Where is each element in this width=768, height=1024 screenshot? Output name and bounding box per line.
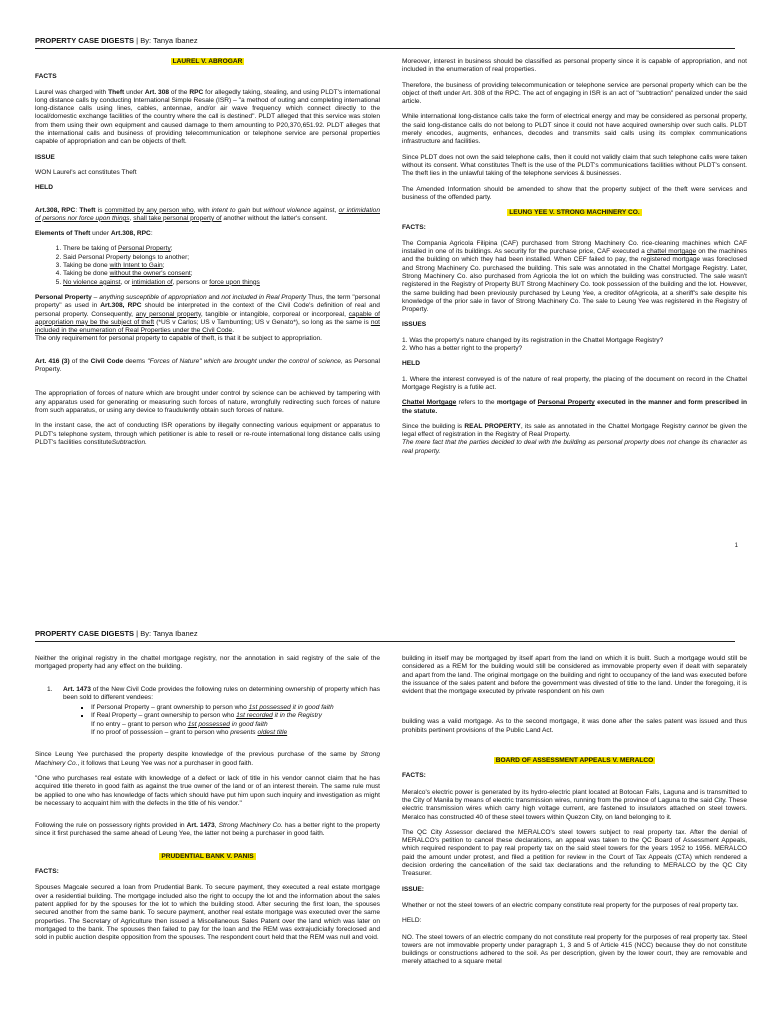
case-title: PRUDENTIAL BANK V. PANIS (161, 852, 254, 860)
paragraph: Moreover, interest in business should be classified as personal property since it is capable of appropriation, and not included in the enumeration of real properties. (402, 58, 747, 74)
left-column (35, 655, 380, 949)
chattel-mortgage-definition: Chattel Mortgage refers to the mortgage of Personal Property executed in the manner and form prescribed in the statute. (402, 399, 747, 415)
page-number: 1 (734, 543, 738, 549)
elements-list (35, 245, 380, 286)
left-column (35, 58, 380, 454)
quote-paragraph: "One who purchases real estate with knowledge of a defect or lack of title in his vendor cannot claim that he has acquired title thereto in good faith as against the true owner of the land or of an interest therein. The same rule must be applied to one who has knowledge of facts which should have put him upon such inquiry and investigation as might be necessary to acquaint him with the defects in the title of his vendor." (35, 774, 380, 807)
paragraph: Following the rule on possessory rights provided in Art. 1473, Strong Machinery Co. has a better right to the property since it first purchased the same ahead of Leung Yee, the latter not being a purchaser in good faith. (35, 822, 380, 838)
right-column (402, 58, 747, 463)
paragraph: The Amended Information should be amended to show that the property subject of the theft were services and business of the offended party. (402, 185, 747, 201)
list-item: ▪ If Personal Property – grant ownership to person who 1st possessed it in good faith (91, 704, 380, 712)
paragraph: Since PLDT does not own the said telephone calls, then it could not validly claim that such telephone calls were taken without its consent. What constitutes Theft is the use of the PLDT's communications facilities without PLDT's consent. The theft lies in the unlawful taking of the telephone services & businesses. (402, 153, 747, 178)
section-label: FACTS: (402, 224, 426, 232)
paragraph: building was a valid mortgage. As to the second mortgage, it was done after the sales patent was issued and thus prohibits pertinent provisions of the Public Land Act. (402, 718, 747, 734)
forces-paragraph: The appropriation of forces of nature which are brought under control by science can be achieved by tampering with any apparatus used for generating or measuring such forces of nature, wrongfully redirecting such forces of nature from such apparatus, or using any device to fraudulently obtain such forces of nature. (35, 390, 380, 414)
case-title: LEUNG YEE V. STRONG MACHINERY CO. (509, 209, 640, 217)
list-item: 1. There be taking of Personal Property; (63, 245, 380, 253)
list-item: 3. Taking be done with Intent to Gain; (63, 262, 380, 270)
art416-paragraph: Art. 416 (3) of the Civil Code deems "Forces of Nature" which are brought under the control of science, as Personal Property. (35, 357, 380, 374)
section-label: HELD: (402, 917, 422, 925)
rules-list (63, 704, 380, 737)
paragraph: Since Leung Yee purchased the property despite knowledge of the previous purchase of the same by Strong Machinery Co., it follows that Leung Yee was not a purchaser in good faith. (35, 751, 380, 767)
issue-item: 1. Was the property's nature changed by its registration in the Chattel Mortgage Registry? (402, 336, 664, 344)
paragraph: Therefore, the business of providing telecommunication or telephone service are personal property which can be the object of theft under Art. 308 of the RPC. The act of engaging in ISR is an act of "subtraction" penalized under the said article. (402, 81, 747, 106)
section-label: FACTS (35, 73, 57, 81)
real-property-paragraph: Since the building is REAL PROPERTY, its sale as annotated in the Chattel Mortgage Registry cannot be given the legal effect of registration in the Registry of Real Property. The mere fact that the parties decided to deal with the building as personal property does not change its character as real property. (402, 422, 748, 455)
instant-case-paragraph: In the instant case, the act of conducting ISR operations by illegally connecting various equipment or apparatus to PLDT's telephone system, through which petitioner is able to resell or re-route international long distance calls using PLDT's facilities constituteSubtraction. (35, 422, 380, 446)
section-label: ISSUE: (402, 885, 424, 893)
facts-paragraph: Laurel was charged with Theft under Art. 308 of the RPC for allegedly taking, stealing, and using PLDT's international long distance calls by conducting International Simple Resale (ISR) – "a method of outing and completing international long-distance calls using lines, cables, antennae, and/or air wave frequency which connect directly to the local/domestic exchange facilities of the country where the call is destined". PLDT alleged that this service was stolen from them using their own equipment and caused damage to them amounting to P20,370,651.92. PLDT alleges that the international calls and business of providing telecommunication or telephone service are personal properties capable of appropriation and can be objects of theft. (35, 88, 381, 146)
list-item: 2. Said Personal Property belongs to another; (63, 254, 380, 262)
issue-text: Whether or not the steel towers of an electric company constitute real property for the purposes of real property tax. (402, 901, 739, 909)
author: By: Tanya Ibanez (140, 629, 198, 638)
list-item: 4. Taking be done without the owner's consent; (63, 270, 380, 278)
held-item: 1. Where the interest conveyed is of the nature of real property, the placing of the document on record in the Chattel Mortgage Registry is a futile act. (402, 375, 747, 391)
art308-paragraph: Art.308, RPC: Theft is committed by any person who, with intent to gain but without violence against, or intimidation of persons nor force upon things, shall take personal property of another without the latter's consent. (35, 206, 380, 222)
page-2 (0, 585, 768, 1024)
held-paragraph: NO. The steel towers of an electric company do not constitute real property for the purposes of real property tax. Steel towers are not immovable property under paragraph 1, 3 and 5 of Article 415 (NCC) because they do not constitute buildings or constructions adhered to the soil. As per description, given by the lower court, they are removable and merely attached to a square metal (402, 933, 747, 966)
page-header: PROPERTY CASE DIGESTS | By: Tanya Ibanez (35, 36, 735, 49)
facts-paragraph: The Compania Agricola Filipina (CAF) purchased from Strong Machinery Co. rice-cleaning machines which CAF installed in one of its buildings. As security for the purchase price, CAF executed a chattel mortgage on the machines and the building on which they had been installed. When CEF failed to pay, the registered mortgage was foreclosed and Strong Machinery Co. purchased the building. This sale was annotated in the Chattel Mortgage Registry. Later, Strong Machinery Co. also purchased from Agricola the lot on which the building was constructed. The sale wasn't registered in the Registry of Property BUT Strong Machinery Co. took possession of the building and the lot. However, the same building had been previously purchased by Leung Yee, a creditor ofAgricola, at a sheriff's sale despite his knowledge of the prior sale in favor of Strong Machinery Co. The sale to Leung Yee was registered in the Registry of Property. (402, 239, 748, 314)
section-label: ISSUES (402, 321, 427, 329)
right-column (402, 655, 747, 974)
section-label: FACTS: (35, 868, 59, 876)
paragraph: building in itself may be mortgaged by itself apart from the land on which it is built. Such a mortgage would still be considered as a REM for the building would still be considered as immovable property even if dealt with separately and apart from the land. The original mortgage on the building and right to occupancy of the land was executed before the issuance of the sales patent and before the government was divested of title to the land. Under the foregoing, it is evident that the mortgage executed by private respondent on his own (402, 655, 747, 696)
list-item: ▪ If Real Property – grant ownership to person who 1st recorded it in the Registry If no entry – grant to person who 1st possessed in good faith If no proof of possession – grant to person who presents oldest title (91, 712, 380, 737)
paragraph: While international long-distance calls take the form of electrical energy and may be considered as personal property, the said long-distance calls do not belong to PLDT since it could not have acquired ownership over such calls. PLDT merely encodes, augments, enhances, decodes and transmits said calls using its complex communications infrastructure and facilities. (402, 113, 747, 146)
section-label: HELD (402, 360, 420, 368)
elements-heading: Elements of Theft under Art.308, RPC: (35, 230, 153, 238)
facts-paragraph: Spouses Magcale secured a loan from Prudential Bank. To secure payment, they executed a real estate mortgage over a residential building. The mortgage included also the right to occupy the lot and the information about the sales patent applied for by the spouses for the lot to which the building stood. After securing the first loan, the spouses secured another from the same bank. To secure payment, another real estate mortgage was executed over the same properties. The Secretary of Agriculture then issued a Miscellaneous Sales Patent over the land which was later on mortgaged to the bank. The spouses then failed to pay for the loan and the REM was extrajudicially foreclosed and sold in public auction despite opposition from the spouses. The respondent court held that the REM was null and void. (35, 884, 380, 942)
facts-paragraph: Meralco's electric power is generated by its hydro-electric plant located at Botocan Falls, Laguna and is transmitted to the City of Manila by means of electric transmission wires, running from the province of Laguna to the said City. These electric transmission wires which carry high voltage current, are fastened to insulators attached on steel towers. Meralco has constructed 40 of these steel towers within Quezon City, on land belonging to it. (402, 788, 747, 821)
list-item: 5. No violence against, or intimidation of, persons or force upon things (63, 279, 380, 287)
section-label: ISSUE (35, 153, 55, 161)
case-title: LAUREL V. ABROGAR (172, 58, 243, 65)
issue-item: 2. Who has a better right to the property? (402, 345, 523, 353)
personal-property-paragraph: Personal Property – anything susceptible of appropriation and not included in Real Property Thus, the term "personal property" as used in Art.308, RPC should be interpreted in the context of the Civil Code's definition of real and personal property. Consequently, any personal property, tangible or intangible, corporeal or incorporeal, capable of appropriation may be the subject of theft (*US v Carlos; US v Tambunting; US v Genato*), so long as the same is not included in the enumeration of Real Properties under the Civil Code. (35, 293, 380, 335)
case-title: BOARD OF ASSESSMENT APPEALS V. MERALCO (495, 757, 654, 765)
issue-text: WON Laurel's act constitutes Theft (35, 168, 137, 176)
requirement-text: The only requirement for personal property to capable of theft, is that it be subject to appropriation. (35, 335, 322, 343)
section-label: FACTS: (402, 772, 426, 780)
page-header: PROPERTY CASE DIGESTS | By: Tanya Ibanez (35, 629, 735, 642)
doc-title: PROPERTY CASE DIGESTS (35, 629, 135, 638)
section-label: HELD (35, 184, 53, 192)
author: By: Tanya Ibanez (140, 36, 198, 45)
doc-title: PROPERTY CASE DIGESTS (35, 36, 135, 45)
paragraph: Neither the original registry in the chattel mortgage registry, nor the annotation in said registry of the sale of the mortgaged property had any effect on the building. (35, 655, 380, 671)
facts-paragraph: The QC City Assessor declared the MERALCO's steel towers subject to real property tax. After the denial of MERALCO's petition to cancel these declarations, an appeal was taken to the QC Board of Assessment Appeals, which required respondent to pay real property tax on the said steel towers for the years 1952 to 1956. MERALCO paid the amount under protest, and filed a petition for review in the Court of Tax Appeals (CTA) which rendered a decision ordering the cancellation of the said tax declarations and the refunding to MERALCO by the QC City Treasurer. (402, 828, 747, 878)
art1473-rule: 1. Art. 1473 of the New Civil Code provides the following rules on determining ownership of property which has been sold to different vendees: ▪ If Personal Property – grant ownership to person who 1st possessed it in good faith ▪ If Real Property – grant ownership to person who 1st recorded it in the Registry If no entry – grant to person who 1st possessed in good faith If no proof of possession – grant to person who presents oldest title (35, 686, 380, 738)
